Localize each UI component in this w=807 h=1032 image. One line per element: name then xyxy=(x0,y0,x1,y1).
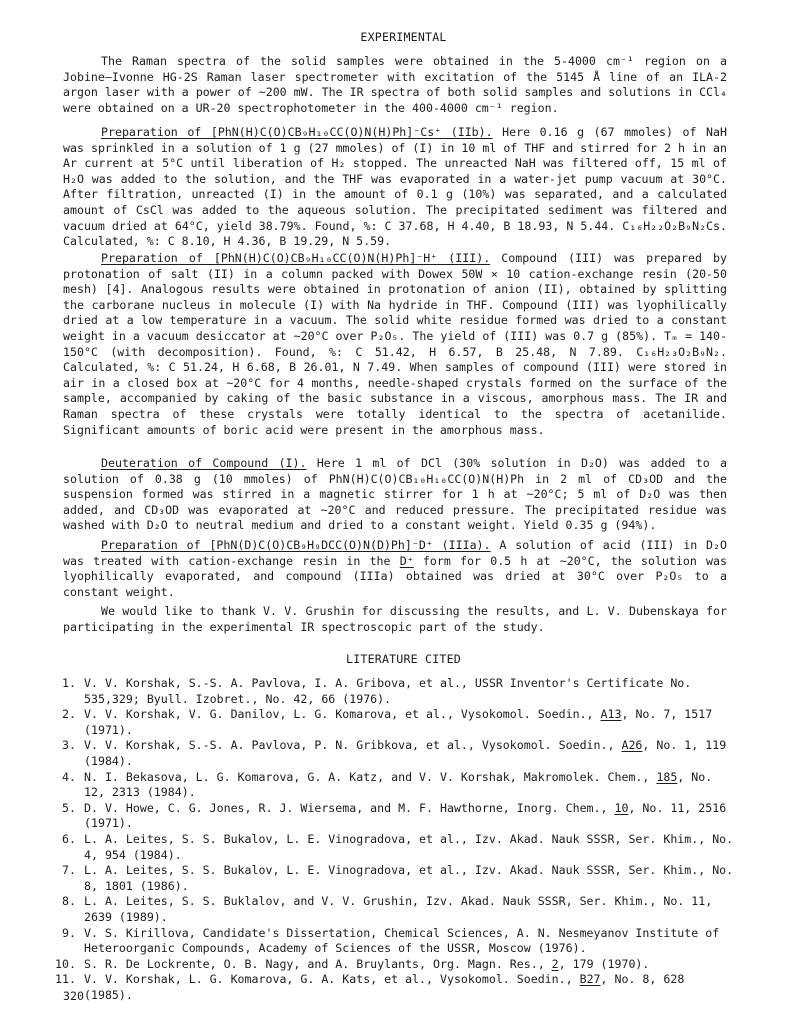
reference-number: 4. xyxy=(62,769,76,784)
paragraph-preparation-IIb xyxy=(63,125,727,250)
section-heading-experimental: EXPERIMENTAL xyxy=(360,30,447,44)
reference-item xyxy=(46,770,736,801)
preparation-IIIa-text-end: form for 0.5 h at ~20°C, the solution was lyophilically evaporated, and compound (IIIa) obtained was dried at 30°C over P₂O₅ to a constant weight. xyxy=(63,553,727,599)
reference-text-end: , No. 1, 119 (1984). xyxy=(84,738,727,768)
page-number: 320 xyxy=(63,989,84,1003)
reference-text-start: N. I. Bekasova, L. G. Komarova, G. A. Katz, and V. V. Korshak, Makromolek. Chem., xyxy=(84,769,657,784)
paragraph-raman-spectra: The Raman spectra of the solid samples were obtained in the 5-4000 cm⁻¹ region on a Jobine–Ivonne HG-2S Raman laser spectrometer with excitation of the 5145 Å line of an ILA-2 argon laser with a power of ~200 mW. The IR spectra of both solid samples and solutions in CCl₄ were obtained on a UR-20 spectrophotometer in the 400-4000 cm⁻¹ region. xyxy=(63,54,727,115)
deuteration-text: Here 1 ml of DCl (30% solution in D₂O) was added to a solution of 0.38 g (10 mmoles) of PhN(H)C(O)CB₁₀H₁₀CC(O)N(H)Ph in 2 ml of CD₃OD and the suspension formed was stirred in a magnetic stirrer for 1 h at ~20°C; 5 ml of D₂O was then added, and CD₃OD was evaporated at ~20°C and reduced pressure. The precipitated residue was washed with D₂O to neutral medium and dried to a constant weight. Yield 0.35 g (94%). xyxy=(63,456,727,533)
reference-text: L. A. Leites, S. S. Buklalov, and V. V. Grushin, Izv. Akad. Nauk SSSR, Ser. Khim., No. 11, 2639 (1989). xyxy=(84,894,713,924)
reference-item xyxy=(46,972,736,1003)
reference-text-start: D. V. Howe, C. G. Jones, R. J. Wiersema, and M. F. Hawthorne, Inorg. Chem., xyxy=(84,800,615,815)
reference-text-start: V. V. Korshak, V. G. Danilov, L. G. Komarova, et al., Vysokomol. Soedin., xyxy=(84,707,601,722)
deuteron-form-label: D⁺ xyxy=(399,553,414,568)
reference-number: 9. xyxy=(62,925,76,940)
paragraph-preparation-IIIa xyxy=(63,538,727,600)
reference-volume: 185 xyxy=(656,769,678,784)
reference-text xyxy=(84,972,736,1003)
paragraph-acknowledgment: We would like to thank V. V. Grushin for discussing the results, and L. V. Dubenskaya for participating in the experimental IR spectroscopic part of the study. xyxy=(63,604,727,634)
reference-item xyxy=(46,832,736,863)
reference-number: 10. xyxy=(55,956,76,971)
reference-text: L. A. Leites, S. S. Bukalov, L. E. Vinogradova, et al., Izv. Akad. Nauk SSSR, Ser. Khim., No. 4, 954 (1984). xyxy=(84,831,734,862)
reference-text: L. A. Leites, S. S. Bukalov, L. E. Vinogradova, et al., Izv. Akad. Nauk SSSR, Ser. Khim., No. 8, 1801 (1986). xyxy=(84,863,734,893)
reference-text: V. V. Korshak, S.-S. A. Pavlova, I. A. Gribova, et al., USSR Inventor's Certificate No. 535,329; Byull. Izobret., No. 42, 66 (1976). xyxy=(84,676,692,706)
section-heading-literature-cited: LITERATURE CITED xyxy=(346,652,461,666)
reference-text-start: V. V. Korshak, L. G. Komarova, G. A. Kats, et al., Vysokomol. Soedin., xyxy=(84,972,580,987)
reference-text-start: S. R. De Lockrente, O. B. Nagy, and A. Bruylants, Org. Magn. Res., xyxy=(84,956,552,971)
reference-text-end: , No. 7, 1517 (1971). xyxy=(84,707,713,737)
reference-volume: 10 xyxy=(614,800,629,815)
reference-text-end: , 179 (1970). xyxy=(558,956,650,971)
reference-item xyxy=(46,801,736,832)
reference-text: V. S. Kirillova, Candidate's Dissertation, Chemical Sciences, A. N. Nesmeyanov Institute of Heteroorganic Compounds, Academy of Sciences of the USSR, Moscow (1976). xyxy=(84,925,720,956)
reference-text xyxy=(84,738,736,769)
reference-number: 8. xyxy=(62,894,76,909)
reference-item xyxy=(46,863,736,894)
reference-item xyxy=(46,926,736,957)
subheading-preparation-IIIa: Preparation of [PhN(D)C(O)CB₉H₉DCC(O)N(D)Ph]⁻D⁺ (IIIa). xyxy=(101,538,491,552)
reference-text xyxy=(84,707,736,738)
paragraph-deuteration xyxy=(63,456,727,534)
reference-number: 11. xyxy=(55,972,76,987)
reference-list xyxy=(46,676,736,1003)
paragraph-preparation-III xyxy=(63,251,727,438)
reference-item xyxy=(46,894,736,925)
reference-number: 2. xyxy=(62,707,76,722)
reference-volume: A26 xyxy=(621,738,643,753)
reference-number: 1. xyxy=(62,676,76,690)
reference-item xyxy=(46,738,736,769)
reference-number: 3. xyxy=(62,738,76,753)
reference-volume: B27 xyxy=(579,972,601,987)
reference-text-end: , No. 12, 2313 (1984). xyxy=(84,769,713,800)
preparation-IIb-text: Here 0.16 g (67 mmoles) of NaH was sprinkled in a solution of 1 g (27 mmoles) of (I) in 10 ml of THF and stirred for 2 h in an Ar current at 5°C until liberation of H₂ stopped. The unreacted NaH was filtered off, 15 ml of H₂O was added to the solution, and the THF was evaporated in a water-jet pump vacuum at 30°C. After filtration, unreacted (I) in the amount of 0.1 g (10%) was separated, and a calculated amount of CsCl was added to the aqueous solution. The precipitated sediment was filtered and vacuum dried at 64°C, yield 38.79%. Found, %: C 37.68, H 4.40, B 18.93, N 5.44. C₁₆H₂₂O₂B₉N₂Cs. Calculated, %: C 8.10, H 4.36, B 19.29, N 5.59. xyxy=(63,125,727,249)
preparation-IIIa-text-start: A solution of acid (III) in D₂O was treated with cation-exchange resin in the xyxy=(63,538,727,568)
reference-number: 7. xyxy=(62,863,76,878)
reference-text xyxy=(84,770,736,801)
reference-item xyxy=(46,676,736,707)
reference-text-start: V. V. Korshak, S.-S. A. Pavlova, P. N. Gribkova, et al., Vysokomol. Soedin., xyxy=(84,738,622,753)
subheading-deuteration: Deuteration of Compound (I). xyxy=(101,456,307,470)
reference-volume: 2 xyxy=(551,956,559,971)
reference-item xyxy=(46,707,736,738)
subheading-preparation-III: Preparation of [PhN(H)C(O)CB₉H₁₀CC(O)N(H)Ph]⁻H⁺ (III). xyxy=(101,251,491,265)
reference-number: 6. xyxy=(62,831,76,846)
reference-text-end: , No. 11, 2516 (1971). xyxy=(84,800,727,831)
reference-text xyxy=(84,957,736,973)
preparation-III-text: Compound (III) was prepared by protonation of salt (II) in a column packed with Dowex 50W × 10 cation-exchange resin (20-50 mesh) [4]. Analogous results were obtained in protonation of anion (II), obtained by splitting the carborane nucleus in molecule (I) with Na hydride in THF. Compound (III) was lyophilically dried at a low temperature in a vacuum. The solid white residue formed was dried to a constant weight in a vacuum desiccator at ~20°C over P₂O₅. The yield of (III) was 0.7 g (85%). Tₘ = 140-150°C (with decomposition). Found, %: C 51.42, H 6.57, B 25.48, N 7.89. C₁₆H₂₃O₂B₉N₂. Calculated, %: C 51.24, H 6.68, B 26.01, N 7.49. When samples of compound (III) were stored in air in a closed box at ~20°C for 4 months, needle-shaped crystals formed on the surface of the sample, accompanied by caking of the basic substance in a viscous, amorphous mass. The IR and Raman spectra of these crystals were totally identical to the spectra of acetanilide. Significant amounts of boric acid were present in the amorphous mass. xyxy=(63,251,727,437)
reference-number: 5. xyxy=(62,800,76,815)
reference-item xyxy=(46,957,736,973)
reference-volume: A13 xyxy=(600,707,622,722)
reference-text xyxy=(84,801,736,832)
reference-text-end: , No. 8, 628 (1985). xyxy=(84,972,685,1002)
subheading-preparation-IIb: Preparation of [PhN(H)C(O)CB₉H₁₀CC(O)N(H)Ph]⁻Cs⁺ (IIb). xyxy=(101,125,493,139)
